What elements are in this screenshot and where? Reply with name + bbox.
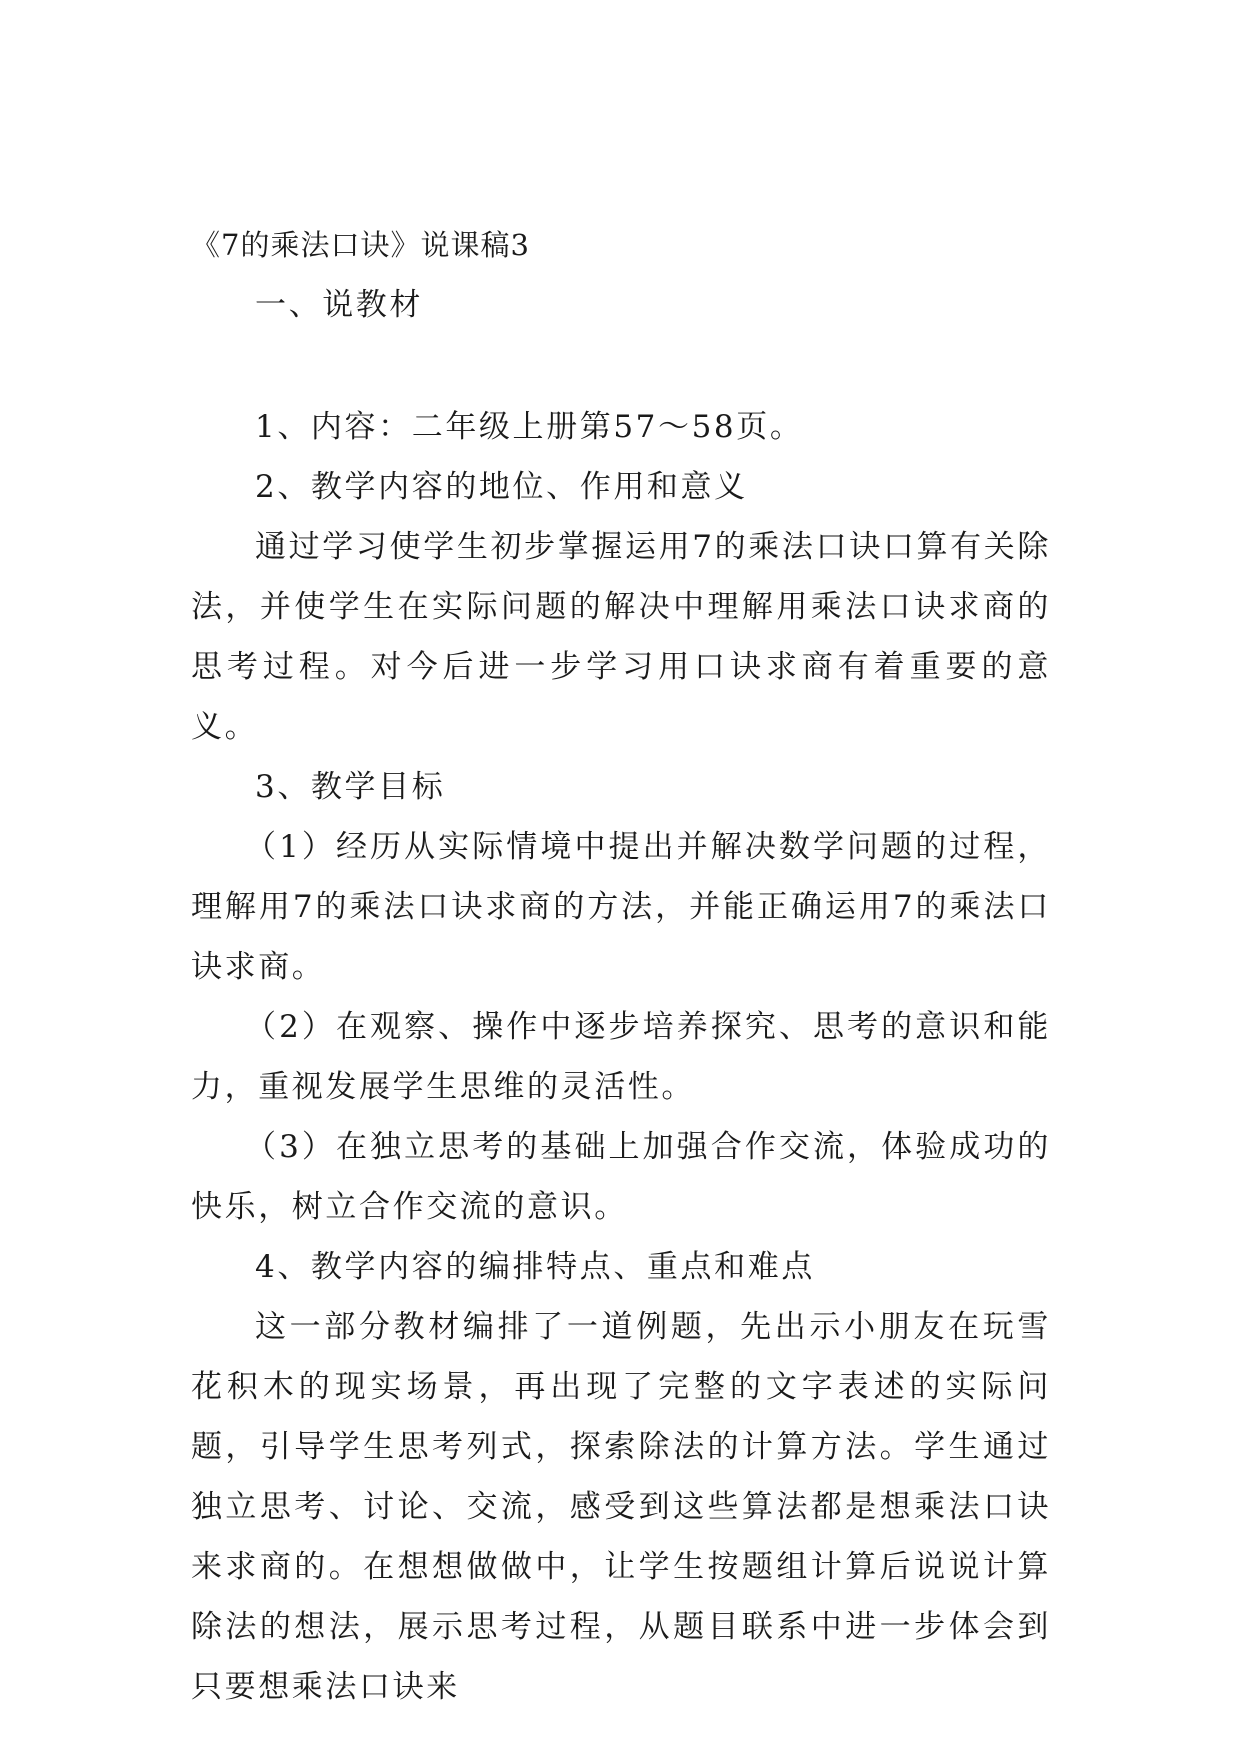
section-heading: 一、说教材	[255, 287, 423, 323]
document-body	[191, 222, 1051, 1717]
paragraph-goal-3: （3）在独立思考的基础上加强合作交流，体验成功的快乐，树立合作交流的意识。	[191, 1129, 1051, 1225]
paragraph-significance-body: 通过学习使学生初步掌握运用7的乘法口诀口算有关除法，并使学生在实际问题的解决中理解用乘法口诀求商的思考过程。对今后进一步学习用口诀求商有着重要的意义。	[191, 529, 1051, 745]
paragraph-heading-goals: 3、教学目标	[255, 769, 446, 805]
paragraph-goal-2: （2）在观察、操作中逐步培养探究、思考的意识和能力，重视发展学生思维的灵活性。	[191, 1009, 1051, 1105]
blank-line	[191, 335, 1051, 397]
paragraph-goal-1: （1）经历从实际情境中提出并解决数学问题的过程，理解用7的乘法口诀求商的方法，并能正确运用7的乘法口诀求商。	[191, 829, 1051, 985]
paragraph-heading-features: 4、教学内容的编排特点、重点和难点	[255, 1249, 815, 1285]
document-title: 《7的乘法口诀》说课稿3	[191, 228, 530, 262]
paragraph-content-range: 1、内容：二年级上册第57～58页。	[255, 409, 804, 445]
paragraph-heading-significance: 2、教学内容的地位、作用和意义	[255, 469, 748, 505]
paragraph-features-body: 这一部分教材编排了一道例题，先出示小朋友在玩雪花积木的现实场景，再出现了完整的文字表述的实际问题，引导学生思考列式，探索除法的计算方法。学生通过独立思考、讨论、交流，感受到这些算法都是想乘法口诀来求商的。在想想做做中，让学生按题组计算后说说计算除法的想法，展示思考过程，从题目联系中进一步体会到只要想乘法口诀来	[191, 1309, 1051, 1705]
